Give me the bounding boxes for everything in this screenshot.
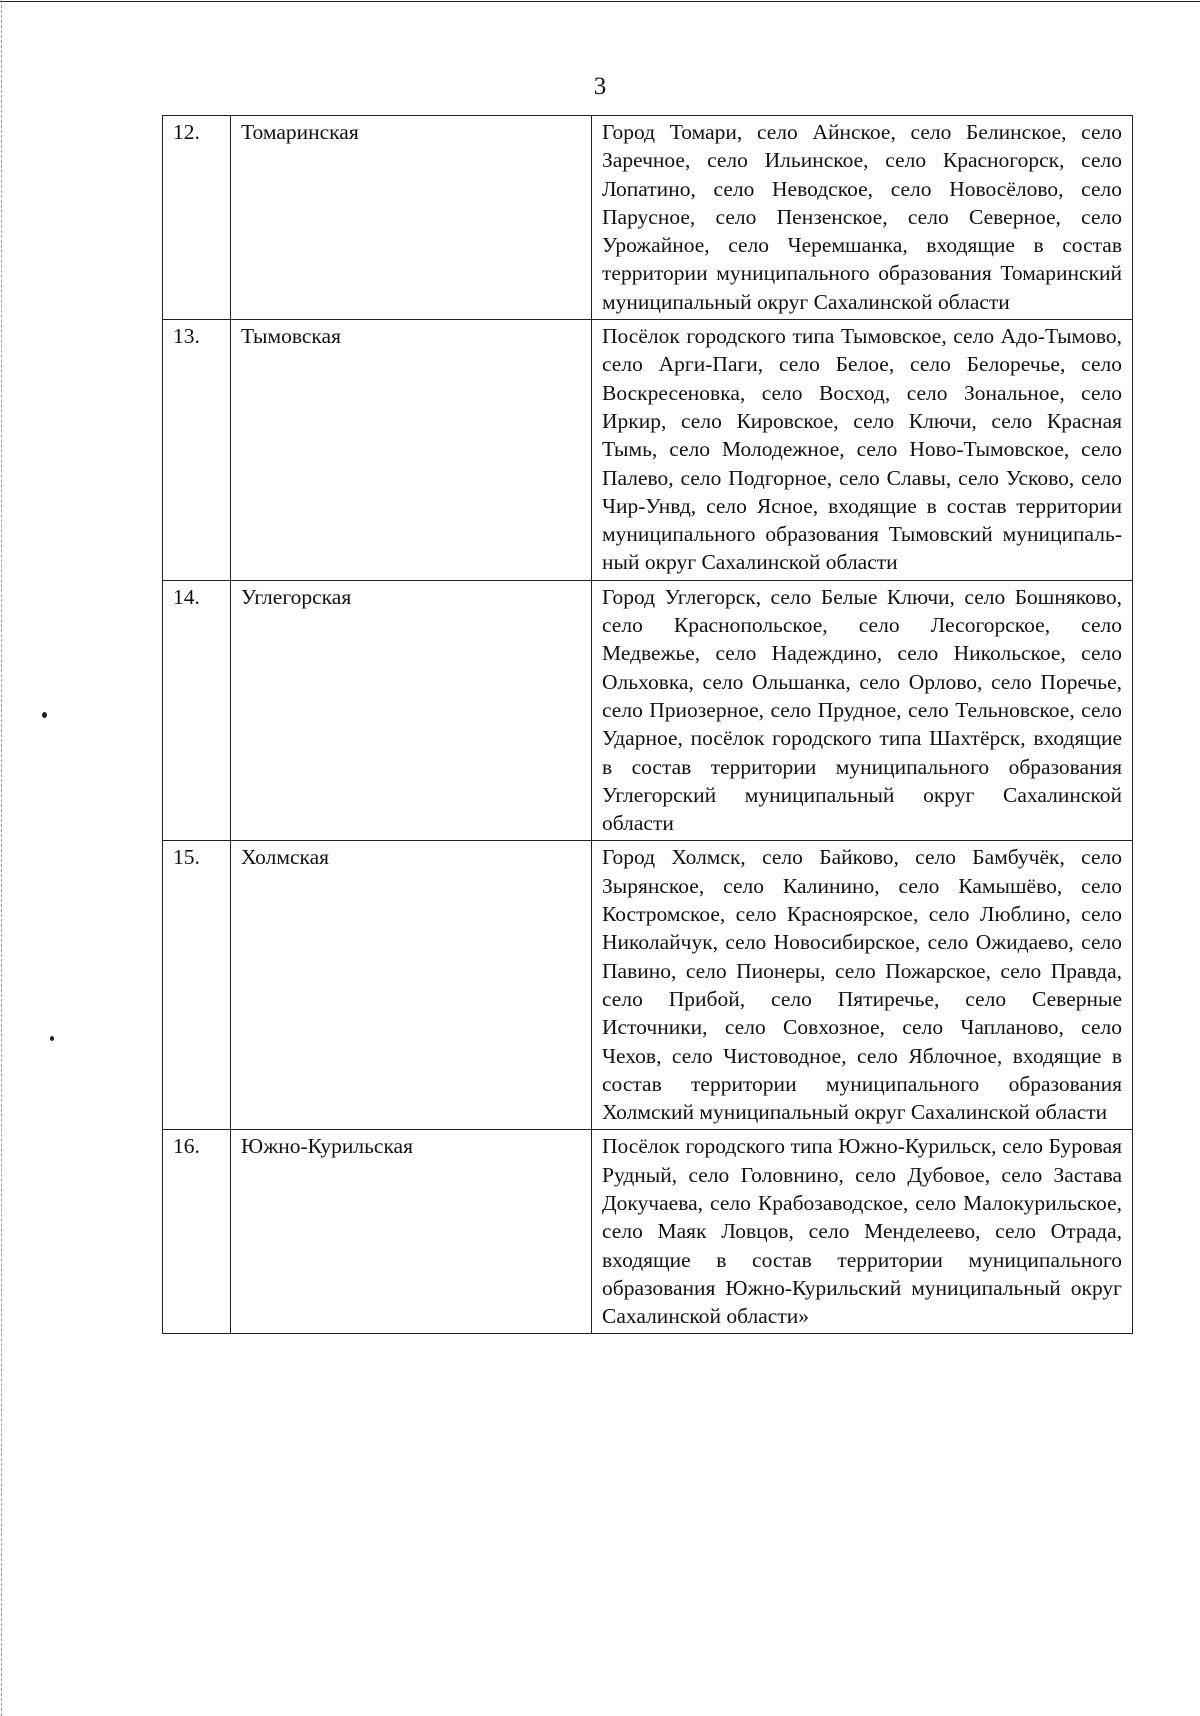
table-row	[163, 1130, 1133, 1334]
table-row	[163, 841, 1133, 1130]
municipality-name: Холмская	[231, 841, 592, 1130]
table-row	[163, 580, 1133, 841]
scan-speck	[42, 712, 47, 718]
left-scan-edge	[1, 0, 2, 1716]
page-number: 3	[593, 73, 607, 100]
settlements-list: Посёлок городского типа Тымовское, село Адо-Тымово, село Арги-Паги, село Белое, село Белоречье, село Воскресеновка, село Восход, село Зональное, село Иркир, село Кировское, село Ключи, село Красная Тымь, село Молодежное, село Ново-Тымовское, село Палево, село Подгорное, село Славы, село Усково, село Чир-Унвд, село Ясное, входящие в состав территории муниципального образования Тымовский муниципальный округ Сахалинской области	[592, 320, 1133, 581]
settlements-list: Посёлок городского типа Южно-Курильск, село Буровая Рудный, село Головнино, село Дубовое, село Застава Докучаева, село Крабозаводское, село Малокурильское, село Маяк Ловцов, село Менделеево, село Отрада, входящие в состав территории муниципального образования Южно-Курильский муниципальный округ Сахалинской области»	[592, 1130, 1133, 1334]
municipality-name: Южно-Курильская	[231, 1130, 592, 1334]
row-number: 14.	[163, 580, 231, 841]
row-number: 12.	[163, 116, 231, 320]
top-scan-edge	[0, 1, 1200, 2]
settlements-list: Город Томари, село Айнское, село Белинское, село Заречное, село Ильинское, село Красногорск, село Лопатино, село Неводское, село Новосёлово, село Парусное, село Пензенское, село Северное, село Урожайное, село Черемшанка, входящие в состав территории муниципального образования Томаринский муниципальный округ Сахалинской области	[592, 116, 1133, 320]
municipality-name: Томаринская	[231, 116, 592, 320]
scan-speck	[50, 1036, 54, 1041]
table-row	[163, 320, 1133, 581]
municipality-name: Углегорская	[231, 580, 592, 841]
row-number: 16.	[163, 1130, 231, 1334]
row-number: 15.	[163, 841, 231, 1130]
settlements-list: Город Углегорск, село Белые Ключи, село Бошняково, село Краснопольское, село Лесогорское, село Медвежье, село Надеждино, село Никольское, село Ольховка, село Ольшанка, село Орлово, село Поречье, село Приозерное, село Прудное, село Тельновское, село Ударное, посёлок городского типа Шахтёрск, входящие в состав территории муниципального образования Углегорский муниципальный округ Сахалинской области	[592, 580, 1133, 841]
municipality-name: Тымовская	[231, 320, 592, 581]
row-number: 13.	[163, 320, 231, 581]
settlements-list: Город Холмск, село Байково, село Бамбучёк, село Зырянское, село Калинино, село Камышёво, село Костромское, село Красноярское, село Люблино, село Николайчук, село Новосибирское, село Ожидаево, село Павино, село Пионеры, село Пожарское, село Правда, село Прибой, село Пятиречье, село Северные Источники, село Совхозное, село Чапланово, село Чехов, село Чистоводное, село Яблочное, входящие в состав территории муниципального образования Холмский муниципальный округ Сахалинской области	[592, 841, 1133, 1130]
table-row	[163, 116, 1133, 320]
settlements-table	[162, 115, 1133, 1334]
